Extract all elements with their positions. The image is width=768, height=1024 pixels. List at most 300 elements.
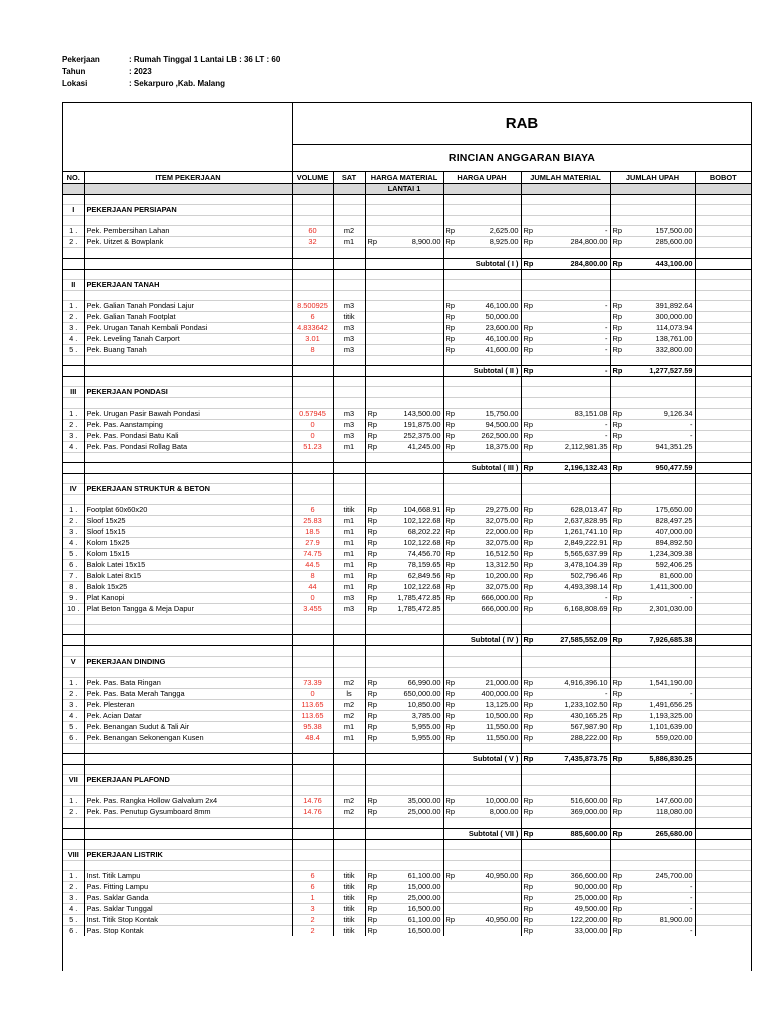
location-row [62, 78, 280, 90]
item-jumlah-material [521, 582, 610, 593]
item-harga-upah-value: 13,312.50 [485, 560, 519, 570]
item-jumlah-upah-value: 9,126.34 [663, 408, 693, 418]
blank-cell [443, 860, 521, 870]
table-row [63, 344, 751, 355]
item-jumlah-upah-currency: Rp [612, 870, 622, 880]
item-jumlah-upah [610, 881, 695, 892]
sheet-title: RAB [293, 103, 751, 145]
section-cell [333, 483, 365, 494]
item-harga-material [365, 505, 443, 516]
blank-cell [84, 248, 292, 258]
item-harga-material [365, 925, 443, 936]
item-harga-upah [443, 582, 521, 593]
blank-cell [84, 269, 292, 279]
item-harga-upah-value: 21,000.00 [485, 677, 519, 687]
section-cell [365, 205, 443, 216]
subtotal-jumlah-upah [610, 635, 695, 646]
item-jumlah-upah-value: 157,500.00 [655, 226, 693, 236]
table-row [63, 582, 751, 593]
item-jumlah-upah [610, 237, 695, 248]
blank-cell [610, 195, 695, 205]
item-jumlah-upah-value: 118,080.00 [656, 807, 693, 817]
item-harga-upah-currency: Rp [445, 732, 455, 742]
blank-cell [333, 615, 365, 625]
item-harga-upah [443, 516, 521, 527]
section-cell [365, 656, 443, 667]
item-jumlah-material-value: 369,000.00 [570, 807, 608, 817]
item-jumlah-upah [610, 322, 695, 333]
blank-cell [443, 765, 521, 775]
item-jumlah-material-currency: Rp [523, 721, 533, 731]
blank-cell [365, 248, 443, 258]
item-harga-upah [443, 925, 521, 936]
item-jumlah-material [521, 604, 610, 615]
blank-row [63, 860, 751, 870]
blank-cell [695, 818, 751, 828]
blank-row [63, 646, 751, 656]
item-harga-material [365, 538, 443, 549]
item-name: Pek. Pas. Bata Ringan [84, 677, 292, 688]
section-cell [443, 279, 521, 290]
item-jumlah-upah [610, 721, 695, 732]
rab-table-body [63, 172, 751, 936]
item-jumlah-upah [610, 538, 695, 549]
blank-cell [695, 452, 751, 462]
item-harga-upah [443, 430, 521, 441]
item-jumlah-upah-currency: Rp [612, 300, 622, 310]
item-jumlah-material [521, 505, 610, 516]
item-jumlah-material [521, 300, 610, 311]
item-harga-upah [443, 322, 521, 333]
item-jumlah-upah-value: 332,800.00 [655, 344, 693, 354]
item-harga-upah-value: 13,125.00 [485, 699, 519, 709]
floor-cell [292, 184, 333, 195]
item-jumlah-upah-currency: Rp [612, 419, 622, 429]
blank-cell [333, 818, 365, 828]
section-cell [610, 775, 695, 786]
section-cell [365, 387, 443, 398]
blank-cell [365, 743, 443, 753]
blank-cell [521, 473, 610, 483]
blank-cell [292, 269, 333, 279]
item-harga-material [365, 914, 443, 925]
subtotal-jumlah-material-currency: Rp [523, 258, 534, 268]
item-unit: m3 [333, 593, 365, 604]
section-cell [695, 849, 751, 860]
blank-cell [84, 818, 292, 828]
blank-cell [695, 355, 751, 365]
item-volume: 0 [292, 419, 333, 430]
item-name: Sloof 15x25 [84, 516, 292, 527]
subtotal-jumlah-material [521, 462, 610, 473]
item-jumlah-material [521, 237, 610, 248]
item-harga-upah [443, 441, 521, 452]
item-jumlah-upah-currency: Rp [612, 582, 622, 592]
item-number: 3 . [63, 527, 84, 538]
blank-cell [84, 860, 292, 870]
subtotal-jumlah-material [521, 366, 610, 377]
item-jumlah-upah-value: - [690, 419, 693, 429]
subtotal-blank [333, 754, 365, 765]
item-jumlah-material [521, 571, 610, 582]
blank-cell [333, 667, 365, 677]
item-harga-upah-currency: Rp [445, 408, 455, 418]
item-harga-upah-value: 41,600.00 [485, 344, 519, 354]
blank-cell [365, 494, 443, 504]
blank-cell [610, 269, 695, 279]
blank-cell [610, 765, 695, 775]
subtotal-blank [292, 754, 333, 765]
item-harga-upah [443, 549, 521, 560]
blank-cell [63, 473, 84, 483]
subtotal-blank [333, 635, 365, 646]
item-name: Pek. Pas. Pondasi Rollag Bata [84, 441, 292, 452]
table-row [63, 903, 751, 914]
table-row [63, 549, 751, 560]
item-harga-material [365, 582, 443, 593]
blank-row [63, 195, 751, 205]
blank-cell [443, 667, 521, 677]
section-cell [292, 849, 333, 860]
item-unit: m1 [333, 441, 365, 452]
subtotal-jumlah-material-value: 27,585,552.09 [560, 635, 608, 645]
item-number: 4 . [63, 333, 84, 344]
item-harga-upah [443, 807, 521, 818]
location-label: Lokasi [62, 79, 88, 88]
section-cell [443, 387, 521, 398]
section-cell [610, 656, 695, 667]
item-unit: titik [333, 914, 365, 925]
item-name: Balok 15x25 [84, 582, 292, 593]
item-number: 9 . [63, 593, 84, 604]
item-jumlah-upah [610, 344, 695, 355]
item-jumlah-upah [610, 333, 695, 344]
subtotal-bobot [695, 366, 751, 377]
subtotal-jumlah-material-currency: Rp [523, 828, 534, 838]
blank-cell [365, 269, 443, 279]
section-cell [521, 483, 610, 494]
blank-cell [365, 355, 443, 365]
blank-cell [443, 398, 521, 408]
item-name: Pek. Plesteran [84, 699, 292, 710]
section-cell [292, 279, 333, 290]
project-info [62, 54, 280, 90]
item-harga-material [365, 721, 443, 732]
subtotal-jumlah-material [521, 828, 610, 839]
blank-cell [695, 860, 751, 870]
item-jumlah-material-value: 628,013.47 [570, 505, 608, 515]
subtotal-bobot [695, 462, 751, 473]
blank-cell [443, 355, 521, 365]
item-harga-material-value: 1,785,472.85 [397, 604, 441, 614]
item-harga-material-value: 650,000.00 [403, 688, 441, 698]
blank-cell [365, 452, 443, 462]
blank-cell [610, 355, 695, 365]
blank-cell [333, 269, 365, 279]
blank-cell [610, 743, 695, 753]
item-jumlah-upah-value: 407,000.00 [655, 527, 693, 537]
item-jumlah-material-currency: Rp [523, 582, 533, 592]
subtotal-jumlah-upah-currency: Rp [612, 635, 623, 645]
item-unit: titik [333, 870, 365, 881]
item-harga-material-value: 61,100.00 [407, 914, 441, 924]
item-volume: 73.39 [292, 677, 333, 688]
item-jumlah-upah [610, 419, 695, 430]
item-number: 6 . [63, 560, 84, 571]
item-number: 3 . [63, 430, 84, 441]
item-bobot [695, 699, 751, 710]
subtotal-blank [63, 462, 84, 473]
sheet-subtitle: RINCIAN ANGGARAN BIAYA [448, 152, 596, 164]
item-jumlah-upah [610, 505, 695, 516]
section-header-row [63, 849, 751, 860]
blank-cell [292, 452, 333, 462]
item-bobot [695, 322, 751, 333]
item-harga-upah [443, 344, 521, 355]
item-harga-upah [443, 721, 521, 732]
item-number: 2 . [63, 807, 84, 818]
item-bobot [695, 807, 751, 818]
subtotal-row [63, 462, 751, 473]
item-harga-material-value: 143,500.00 [403, 408, 441, 418]
item-harga-material-value: 8,900.00 [411, 237, 441, 247]
subtotal-jumlah-material-value: 885,600.00 [570, 828, 608, 838]
item-jumlah-material-currency: Rp [523, 560, 533, 570]
item-bobot [695, 796, 751, 807]
blank-cell [610, 625, 695, 635]
item-number: 8 . [63, 582, 84, 593]
item-harga-upah-value: 10,500.00 [485, 710, 519, 720]
section-cell [443, 849, 521, 860]
item-harga-material-currency: Rp [367, 732, 377, 742]
item-bobot [695, 677, 751, 688]
item-jumlah-material [521, 538, 610, 549]
item-jumlah-upah [610, 870, 695, 881]
item-harga-upah [443, 237, 521, 248]
item-number: 2 . [63, 311, 84, 322]
item-jumlah-material-value: - [605, 322, 608, 332]
item-harga-material [365, 516, 443, 527]
subtotal-jumlah-upah-value: 443,100.00 [655, 258, 693, 268]
item-jumlah-upah [610, 903, 695, 914]
item-jumlah-upah-value: 114,073.94 [656, 322, 693, 332]
item-harga-upah-value: 8,000.00 [489, 807, 519, 817]
blank-row [63, 398, 751, 408]
item-jumlah-upah-value: - [690, 593, 693, 603]
subtotal-jumlah-upah-value: 265,680.00 [655, 828, 693, 838]
section-name: PEKERJAAN PERSIAPAN [84, 205, 292, 216]
year-value: : 2023 [129, 67, 152, 76]
item-harga-material-value: 16,500.00 [407, 903, 441, 913]
item-harga-material-value: 66,990.00 [407, 677, 441, 687]
item-harga-upah-value: 18,375.00 [485, 441, 519, 451]
subtotal-blank [333, 258, 365, 269]
blank-cell [292, 839, 333, 849]
item-jumlah-material-currency: Rp [523, 870, 533, 880]
item-jumlah-upah [610, 914, 695, 925]
blank-cell [84, 377, 292, 387]
item-number: 7 . [63, 571, 84, 582]
blank-cell [292, 195, 333, 205]
item-unit: titik [333, 892, 365, 903]
subtotal-jumlah-material-currency: Rp [523, 366, 534, 376]
item-jumlah-upah [610, 226, 695, 237]
location-value: : Sekarpuro ,Kab. Malang [129, 79, 226, 88]
item-name: Sloof 15x15 [84, 527, 292, 538]
item-number: 3 . [63, 892, 84, 903]
item-harga-material-value: 41,245.00 [407, 441, 441, 451]
blank-cell [695, 269, 751, 279]
item-harga-upah-value: 666,000.00 [481, 593, 519, 603]
item-jumlah-upah-currency: Rp [612, 505, 622, 515]
item-jumlah-upah-currency: Rp [612, 560, 622, 570]
item-volume: 3.455 [292, 604, 333, 615]
rab-table [63, 171, 751, 936]
subtotal-jumlah-upah-value: 1,277,527.59 [649, 366, 693, 376]
item-volume: 113.65 [292, 699, 333, 710]
item-jumlah-upah-currency: Rp [612, 430, 622, 440]
item-jumlah-material-value: 288,222.00 [570, 732, 608, 742]
blank-cell [610, 473, 695, 483]
blank-cell [695, 615, 751, 625]
subtotal-jumlah-upah-value: 7,926,685.38 [649, 635, 693, 645]
item-harga-upah-currency: Rp [445, 300, 455, 310]
item-unit: m2 [333, 796, 365, 807]
item-harga-upah [443, 571, 521, 582]
item-jumlah-material [521, 892, 610, 903]
item-harga-material [365, 881, 443, 892]
item-jumlah-material-value: 33,000.00 [574, 925, 608, 935]
blank-cell [333, 765, 365, 775]
item-jumlah-material [521, 593, 610, 604]
section-header-row [63, 205, 751, 216]
item-jumlah-material-currency: Rp [523, 538, 533, 548]
item-number: 2 . [63, 881, 84, 892]
item-name: Balok Latei 8x15 [84, 571, 292, 582]
item-jumlah-upah-currency: Rp [612, 571, 622, 581]
item-jumlah-material-currency: Rp [523, 527, 533, 537]
item-harga-material [365, 560, 443, 571]
item-bobot [695, 419, 751, 430]
item-harga-upah-currency: Rp [445, 333, 455, 343]
blank-cell [521, 269, 610, 279]
blank-cell [333, 839, 365, 849]
item-jumlah-upah [610, 796, 695, 807]
subtotal-jumlah-material-value: - [605, 366, 608, 376]
table-row [63, 677, 751, 688]
item-harga-material-currency: Rp [367, 516, 377, 526]
subtotal-blank [365, 635, 443, 646]
subtotal-label: Subtotal ( II ) [443, 366, 521, 377]
section-cell [521, 279, 610, 290]
floor-cell [610, 184, 695, 195]
item-harga-upah-value: 666,000.00 [481, 604, 519, 614]
item-harga-material [365, 677, 443, 688]
item-jumlah-upah-currency: Rp [612, 914, 622, 924]
item-jumlah-material-value: 49,500.00 [574, 903, 608, 913]
section-cell [610, 483, 695, 494]
item-jumlah-upah-currency: Rp [612, 732, 622, 742]
item-jumlah-upah-currency: Rp [612, 699, 622, 709]
section-number: I [63, 205, 84, 216]
item-harga-material-currency: Rp [367, 881, 377, 891]
table-row [63, 870, 751, 881]
item-harga-upah-value: 32,075.00 [485, 538, 519, 548]
item-harga-material-value: 68,202.22 [407, 527, 441, 537]
subtotal-blank [84, 754, 292, 765]
item-jumlah-upah-currency: Rp [612, 516, 622, 526]
blank-cell [695, 667, 751, 677]
section-cell [443, 483, 521, 494]
item-jumlah-material [521, 311, 610, 322]
blank-cell [365, 473, 443, 483]
item-harga-material [365, 796, 443, 807]
section-name: PEKERJAAN LISTRIK [84, 849, 292, 860]
item-harga-material-currency: Rp [367, 527, 377, 537]
item-number: 5 . [63, 721, 84, 732]
blank-cell [521, 860, 610, 870]
col-item-header: ITEM PEKERJAAN [84, 172, 292, 184]
blank-cell [84, 765, 292, 775]
section-cell [695, 483, 751, 494]
blank-cell [333, 195, 365, 205]
item-unit: m3 [333, 344, 365, 355]
item-harga-upah-currency: Rp [445, 322, 455, 332]
blank-row [63, 743, 751, 753]
item-harga-upah [443, 538, 521, 549]
subtotal-blank [333, 366, 365, 377]
item-unit: m1 [333, 721, 365, 732]
item-number: 6 . [63, 925, 84, 936]
item-harga-material-value: 62,849.56 [407, 571, 441, 581]
item-harga-material-currency: Rp [367, 419, 377, 429]
item-jumlah-upah-value: 1,491,656.25 [649, 699, 693, 709]
item-jumlah-material-currency: Rp [523, 914, 533, 924]
item-harga-upah-value: 10,000.00 [485, 796, 519, 806]
item-unit: m1 [333, 571, 365, 582]
item-harga-material-currency: Rp [367, 677, 377, 687]
section-cell [521, 387, 610, 398]
section-name: PEKERJAAN PONDASI [84, 387, 292, 398]
item-jumlah-upah-value: 285,600.00 [655, 237, 693, 247]
blank-cell [610, 860, 695, 870]
subtotal-jumlah-material-value: 2,196,132.43 [564, 462, 608, 472]
item-volume: 0.57945 [292, 408, 333, 419]
blank-cell [84, 195, 292, 205]
item-harga-upah [443, 505, 521, 516]
blank-cell [84, 452, 292, 462]
section-cell [443, 775, 521, 786]
item-jumlah-upah-currency: Rp [612, 226, 622, 236]
item-jumlah-material-currency: Rp [523, 732, 533, 742]
blank-cell [292, 377, 333, 387]
subtotal-jumlah-upah [610, 258, 695, 269]
item-bobot [695, 333, 751, 344]
subtotal-blank [292, 366, 333, 377]
item-bobot [695, 560, 751, 571]
item-bobot [695, 505, 751, 516]
item-number: 1 . [63, 796, 84, 807]
item-jumlah-material-value: 2,637,828.95 [564, 516, 608, 526]
section-cell [695, 656, 751, 667]
section-cell [333, 849, 365, 860]
subtotal-label: Subtotal ( III ) [443, 462, 521, 473]
item-harga-material [365, 408, 443, 419]
item-name: Pek. Galian Tanah Footplat [84, 311, 292, 322]
item-jumlah-material [521, 560, 610, 571]
section-header-row [63, 656, 751, 667]
section-cell [292, 483, 333, 494]
